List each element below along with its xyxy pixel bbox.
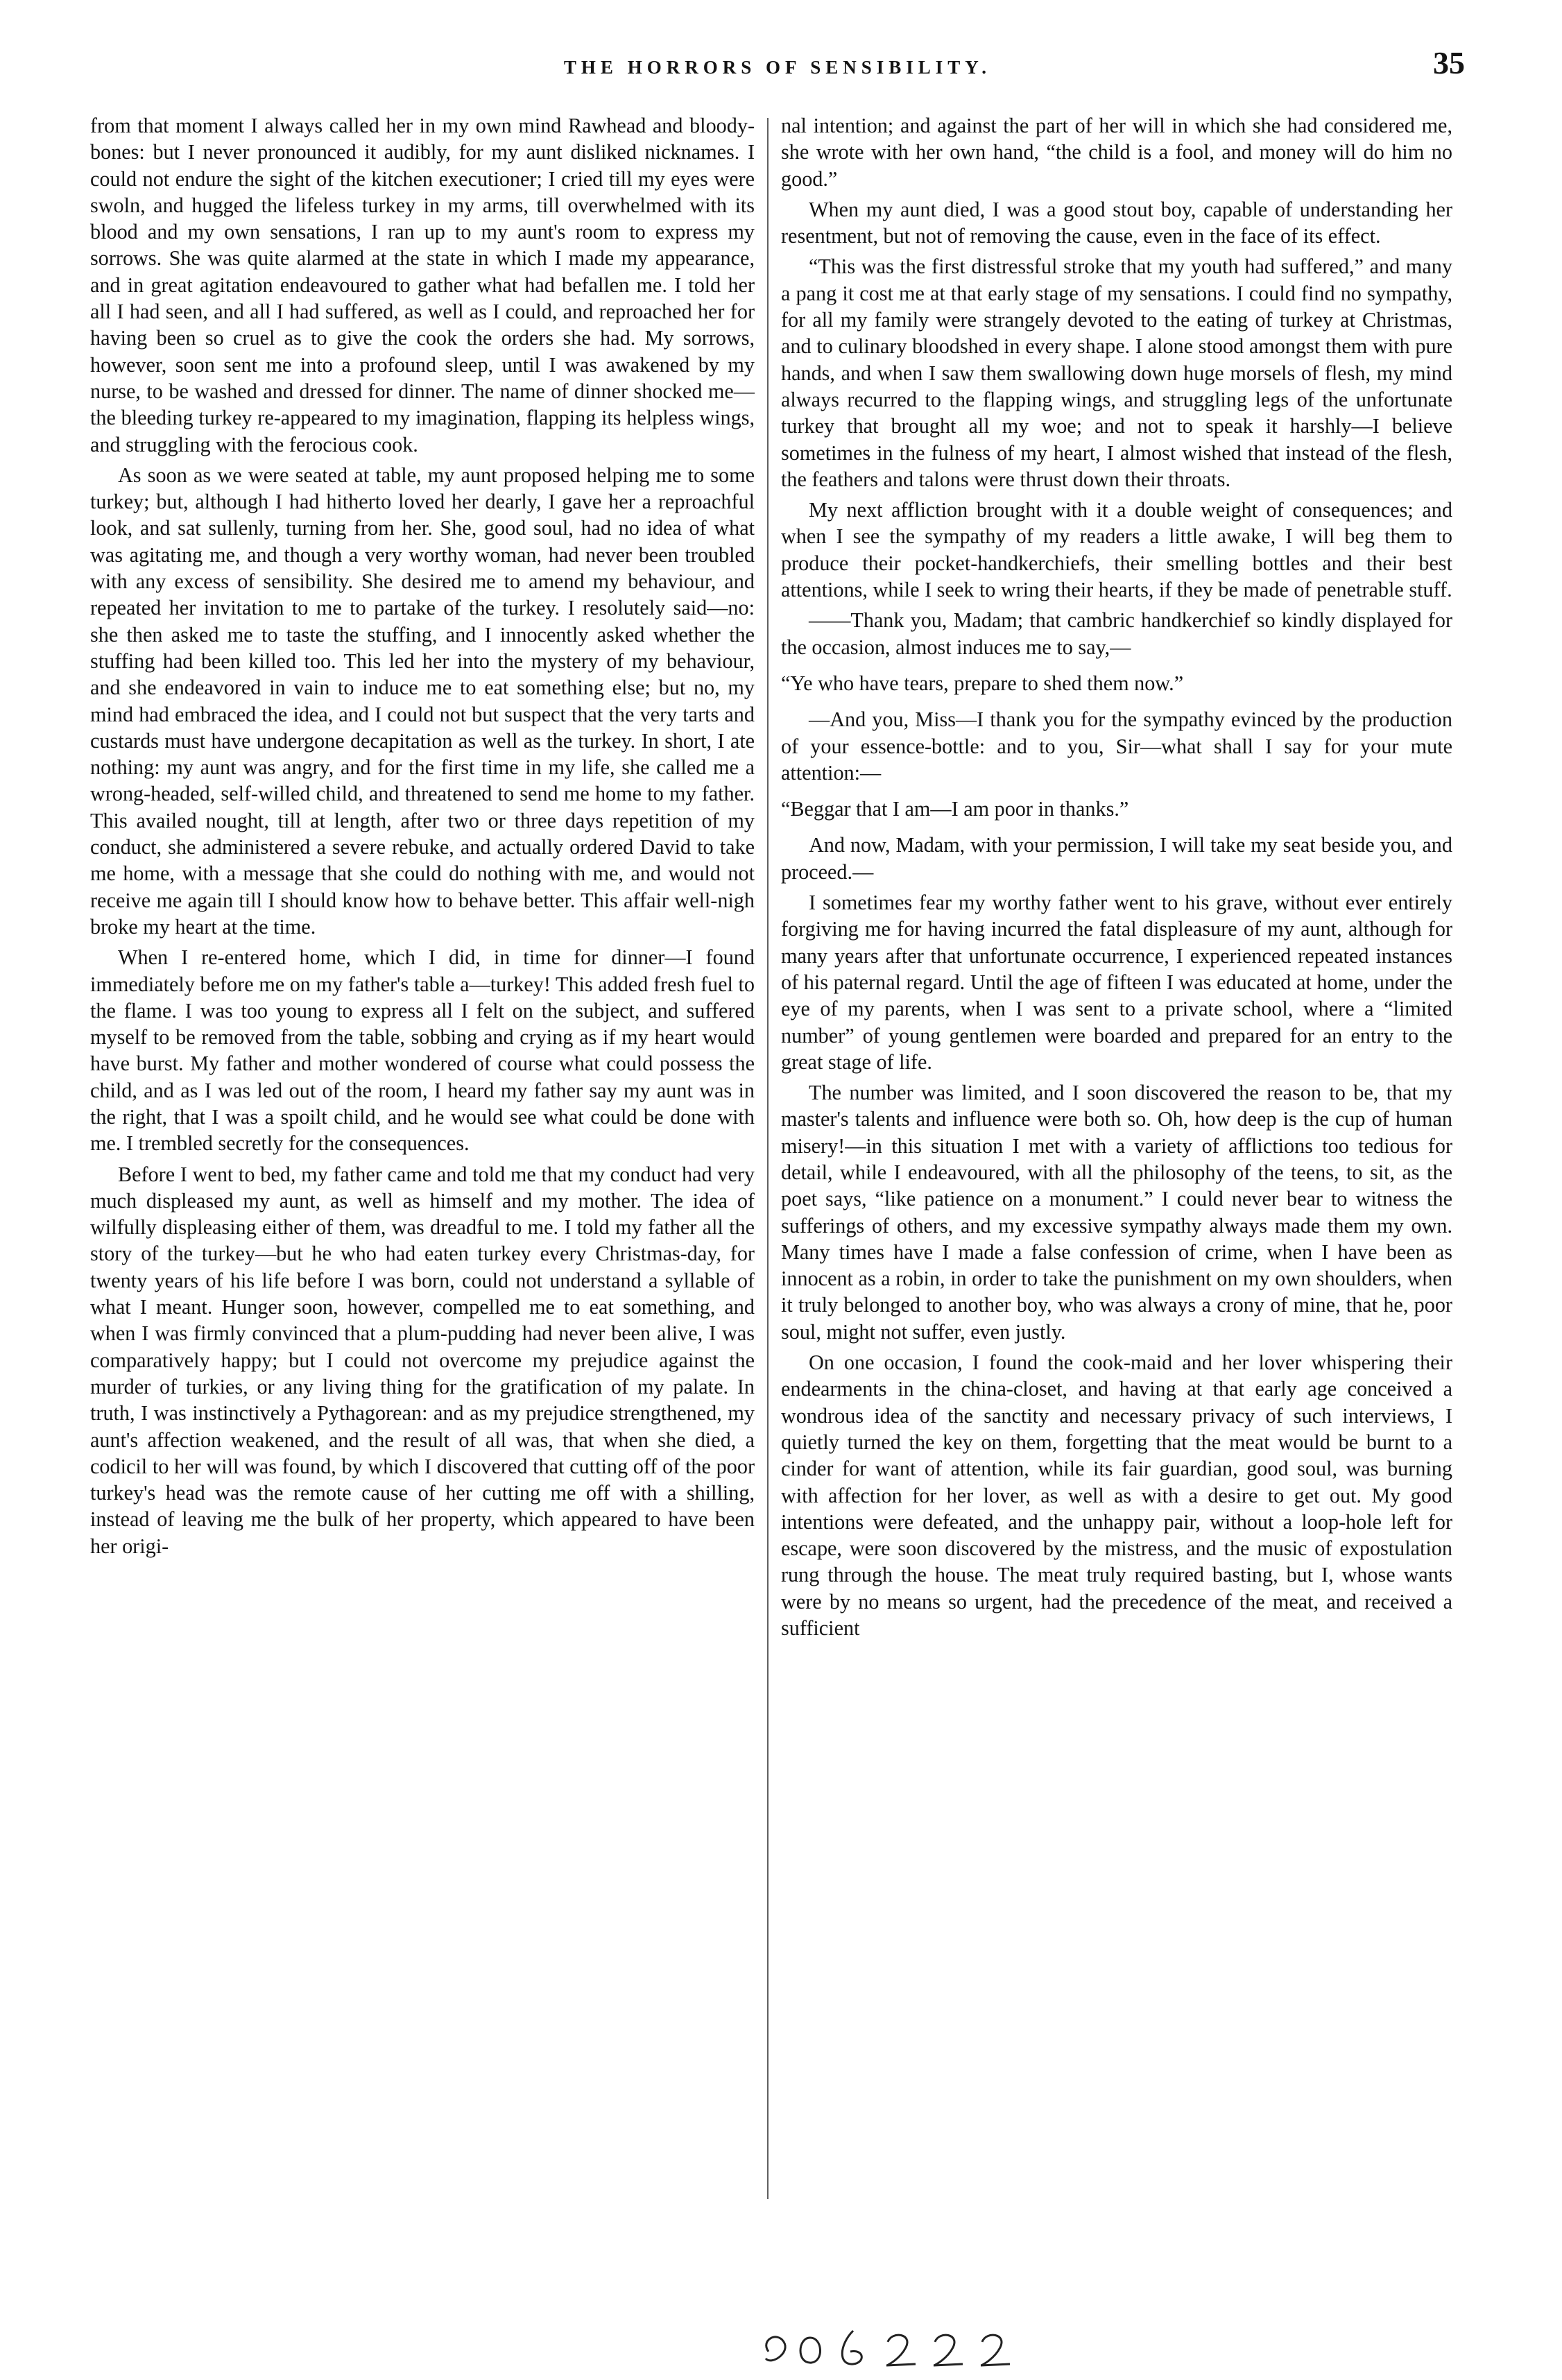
left-paragraph-3: When I re-entered home, which I did, in time for dinner—I found immediately before me on my father's table a—turkey! This added fresh fuel to the flame. I was too young to express all I felt on the subject, and suffered myself to be removed from the table, sobbing and crying as if my heart would have burst. My father and mother wondered of course what could possess the child, and as I was led out of the room, I heard my father say my aunt was in the right, that I was a spoilt child, and he would see what could be done with me. I trembled secretly for the consequences. (90, 945, 755, 1156)
left-column (90, 112, 755, 1564)
right-column (781, 112, 1452, 1645)
right-paragraph-7: —And you, Miss—I thank you for the sympathy evinced by the production of your essence-bottle: and to you, Sir—what shall I say for your mute attention:— (781, 708, 1452, 785)
page-number: 35 (1433, 45, 1465, 80)
left-paragraph-2: As soon as we were seated at table, my aunt proposed helping me to some turkey; but, although I had hitherto loved her dearly, I gave her a reproachful look, and sat sullenly, turning from her. She, good soul, had no idea of what was agitating me, and though a very worthy woman, had never been troubled with any excess of sensibility. She desired me to amend my behaviour, and repeated her invitation to me to partake of the turkey. I resolutely said—no: she then asked me to taste the stuffing, and I innocently asked whether the stuffing had been killed too. This led her into the mystery of my behaviour, and she endeavored in vain to induce me to eat something else; but no, my mind had embraced the idea, and I could not but suspect that the very tarts and custards must have undergone decapitation as well as the turkey. In short, I ate nothing: my aunt was angry, and for the first time in my life, she called me a wrong-headed, self-willed child, and threatened to send me home to my father. This availed nought, till at length, after two or three days repetition of my conduct, she administered a severe rebuke, and actually ordered David to take me home, with a message that she could do nothing with me, and would not receive me again till I should know how to behave better. This affair well-nigh broke my heart at the time. (90, 463, 755, 939)
right-paragraph-3: “This was the first distressful stroke that my youth had suffered,” and many a pang it cost me at that early stage of my sensations. I could find no sympathy, for all my family were strangely devoted to the eating of turkey at Christmas, and to culinary bloodshed in every shape. I alone stood amongst them with pure hands, and when I saw them swallowing down huge morsels of flesh, my mind always recurred to the flapping wings, and struggling legs of the unfortunate turkey that brought all my woe; and not to speak it harshly—I believe sometimes in the fulness of my heart, I almost wished that instead of the flesh, the feathers and talons were thrust down their throats. (781, 255, 1452, 491)
running-title: THE HORRORS OF SENSIBILITY. (563, 57, 992, 78)
right-paragraph-12: On one occasion, I found the cook-maid and her lover whispering their endearments in the china-closet, and having at that early age conceived a wondrous idea of the sanctity and necessary privacy of such interviews, I quietly turned the key on them, forgetting that the meat would be burnt to a cinder for want of attention, while its fair guardian, good soul, was burning with affection for her lover, as well as with a desire to get out. My good intentions were defeated, and the unhappy pair, without a loop-hole left for escape, were soon discovered by the mistress, and the music of expostulation rung through the house. The meat truly required basting, but I, whose wants were by no means so urgent, had the precedence of the meat, and received a sufficient (781, 1351, 1452, 1641)
right-paragraph-1: nal intention; and against the part of her will in which she had considered me, she wrote with her own hand, “the child is a fool, and money will do him no good.” (781, 114, 1452, 191)
left-paragraph-1: from that moment I always called her in my own mind Rawhead and bloody-bones: but I never pronounced it audibly, for my aunt disliked nicknames. I could not endure the sight of the kitchen executioner; I cried till my eyes were swoln, and hugged the lifeless turkey in my arms, till overwhelmed with its blood and my own sensations, I ran up to my aunt's room to express my sorrows. She was quite alarmed at the state in which I made my appearance, and in great agitation endeavoured to gather what had befallen me. I told her all I had seen, and all I had suffered, as well as I could, and reproached her for having been so cruel as to give the cook the orders she had. My sorrows, however, soon sent me into a profound sleep, until I was awakened by my nurse, to be washed and dressed for dinner. The name of dinner shocked me—the bleeding turkey re-appeared to my imagination, flapping its helpless wings, and struggling with the ferocious cook. (90, 114, 755, 456)
right-quote-1: “Ye who have tears, prepare to shed them now.” (781, 671, 1184, 695)
right-paragraph-5: ——Thank you, Madam; that cambric handkerchief so kindly displayed for the occasion, almost induces me to say,— (781, 608, 1452, 659)
right-paragraph-2: When my aunt died, I was a good stout boy, capable of understanding her resentment, but not of removing the cause, even in the face of its effect. (781, 197, 1452, 248)
right-paragraph-11: The number was limited, and I soon discovered the reason to be, that my master's talents and influence were both so. Oh, how deep is the cup of human misery!—in this situation I met with a variety of afflictions too tedious for detail, while I endeavoured, with all the philosophy of the teens, to sit, as the poet says, “like patience on a monument.” I could never bear to witness the sufferings of others, and my excessive sympathy always made them my own. Many times have I made a false confession of crime, when I have been as innocent as a robin, in order to take the punishment on my own shoulders, when it truly belonged to another boy, who was always a crony of mine, that he, poor soul, might not suffer, even justly. (781, 1081, 1452, 1344)
left-paragraph-4: Before I went to bed, my father came and told me that my conduct had very much displeased my aunt, as well as himself and my mother. The idea of wilfully displeasing either of them, was dreadful to me. I told my father all the story of the turkey—but he who had eaten turkey every Christmas-day, for twenty years of his life before I was born, could not understand a syllable of what I meant. Hunger soon, however, compelled me to eat something, and when I was firmly convinced that a plum-pudding had never been alive, I was comparatively happy; but I could not overcome my prejudice against the murder of turkies, or any living thing for the gratification of my palate. In truth, I was instinctively a Pythagorean: and as my prejudice strengthened, my aunt's affection weakened, and the result of all was, that when she died, a codicil to her will was found, by which I discovered that cutting off of the poor turkey's head was the remote cause of her cutting me off with a shilling, instead of leaving me the bulk of her property, which appeared to have been her origi- (90, 1162, 755, 1558)
column-rule (767, 118, 769, 2199)
handwritten-catalog-number (756, 2310, 1033, 2377)
right-quote-2: “Beggar that I am—I am poor in thanks.” (781, 797, 1129, 821)
running-head (90, 40, 1465, 89)
right-paragraph-9: And now, Madam, with your permission, I will take my seat beside you, and proceed.— (781, 833, 1452, 884)
right-paragraph-10: I sometimes fear my worthy father went to his grave, without ever entirely forgiving me for having incurred the fatal displeasure of my aunt, although for many years after that unfortunate occurrence, I experienced repeated instances of his paternal regard. Until the age of fifteen I was educated at home, under the eye of my parents, when I was sent to a private school, where a “limited number” of young gentlemen were boarded and prepared for an entry to the great stage of life. (781, 891, 1452, 1074)
right-paragraph-4: My next affliction brought with it a double weight of consequences; and when I see the sympathy of my readers a little awake, I will beg them to produce their pocket-handkerchiefs, their smelling bottles and their best attentions, while I seek to wring their hearts, if they be made of penetrable stuff. (781, 498, 1452, 602)
handwriting-mark (756, 2310, 1033, 2377)
